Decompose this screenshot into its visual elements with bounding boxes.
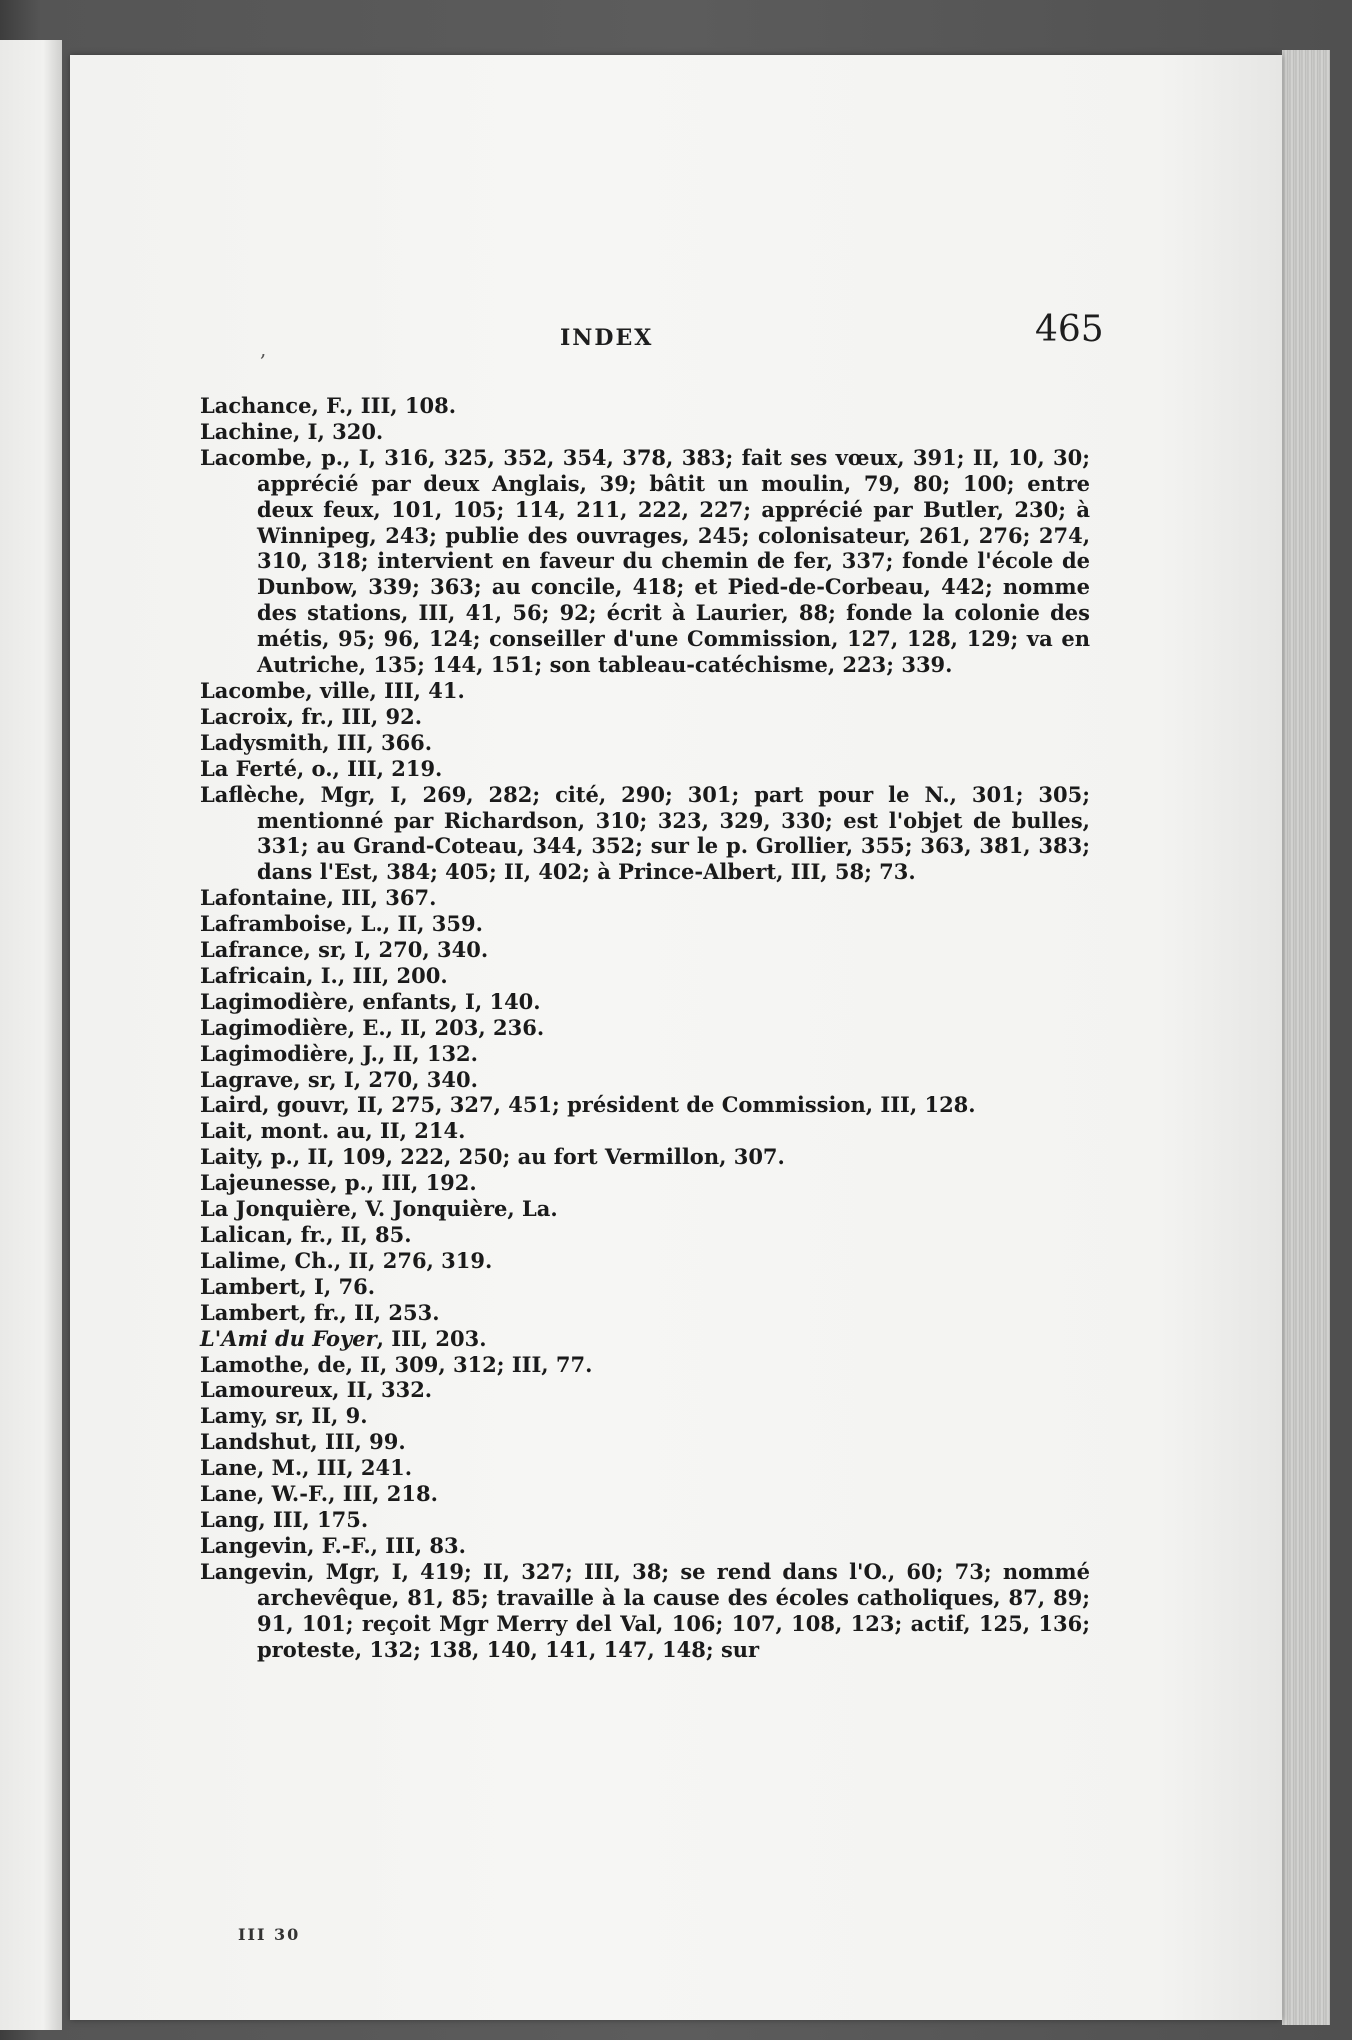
- index-entry: Lambert, fr., II, 253.: [200, 1299, 440, 1325]
- page-stack-edge: [1282, 50, 1330, 2025]
- index-entry: Lamothe, de, II, 309, 312; III, 77.: [200, 1351, 593, 1377]
- index-entry: Lafricain, I., III, 200.: [200, 962, 448, 988]
- index-entry: Lane, W.-F., III, 218.: [200, 1481, 438, 1507]
- running-head: INDEX: [560, 325, 654, 351]
- book-page: [70, 55, 1282, 2020]
- index-entry: Laframboise, L., II, 359.: [200, 911, 483, 937]
- index-entry: Lang, III, 175.: [200, 1506, 369, 1532]
- index-entry: Laflèche, Mgr, I, 269, 282; cité, 290; 301; part pour le N., 301; 305; mentionné par Richardson, 310; 323, 329, 330; est l'objet de bulles, 331; au Grand-Coteau, 344, 352; sur le p. Grollier, 355; 363, 381, 383; dans l'Est, 384; 405; II, 402; à Prince-Albert, III, 58; 73.: [200, 781, 1090, 885]
- index-entry: Langevin, Mgr, I, 419; II, 327; III, 38; se rend dans l'O., 60; 73; nommé archevêque, 81, 85; travaille à la cause des écoles catholiques, 87, 89; 91, 101; reçoit Mgr Merry del Val, 106; 107, 108, 123; actif, 125, 136; proteste, 132; 138, 140, 141, 147, 148; sur: [200, 1558, 1090, 1662]
- index-entry: Laity, p., II, 109, 222, 250; au fort Vermillon, 307.: [200, 1144, 785, 1170]
- index-entry: Langevin, F.-F., III, 83.: [200, 1532, 466, 1558]
- index-entry: Lachine, I, 320.: [200, 418, 384, 444]
- index-entry: Lagimodière, E., II, 203, 236.: [200, 1014, 545, 1040]
- index-entry: Lane, M., III, 241.: [200, 1455, 413, 1481]
- index-entry: Lafontaine, III, 367.: [200, 885, 437, 911]
- index-entry: Lamoureux, II, 332.: [200, 1377, 433, 1403]
- index-entry: Lamy, sr, II, 9.: [200, 1403, 368, 1429]
- index-entry: La Jonquière, V. Jonquière, La.: [200, 1196, 558, 1222]
- index-entry: Ladysmith, III, 366.: [200, 729, 433, 755]
- index-entry: Lachance, F., III, 108.: [200, 393, 457, 418]
- periodical-reference: , III, 203.: [376, 1325, 487, 1351]
- periodical-title: L'Ami du Foyer: [200, 1325, 377, 1351]
- index-entry-italic: [200, 1326, 1090, 1352]
- index-entry: Lacroix, fr., III, 92.: [200, 703, 423, 729]
- page-header: [70, 309, 1282, 373]
- index-entry: Lajeunesse, p., III, 192.: [200, 1170, 477, 1196]
- index-entry: Lacombe, p., I, 316, 325, 352, 354, 378, 383; fait ses vœux, 391; II, 10, 30; apprécié par deux Anglais, 39; bâtit un moulin, 79, 80; 100; entre deux feux, 101, 105; 114, 211, 222, 227; apprécié par Butler, 230; à Winnipeg, 243; publie des ouvrages, 245; colonisateur, 261, 276; 274, 310, 318; intervient en faveur du chemin de fer, 337; fonde l'école de Dunbow, 339; 363; au concile, 418; et Pied-de-Corbeau, 442; nomme des stations, III, 41, 56; 92; écrit à Laurier, 88; fonde la colonie des métis, 95; 96, 124; conseiller d'une Commission, 127, 128, 129; va en Autriche, 135; 144, 151; son tableau-catéchisme, 223; 339.: [200, 444, 1090, 678]
- index-entry: Lafrance, sr, I, 270, 340.: [200, 937, 489, 963]
- index-entry: Lalime, Ch., II, 276, 319.: [200, 1247, 493, 1273]
- page-number: 465: [1035, 309, 1104, 350]
- index-entry: Landshut, III, 99.: [200, 1429, 406, 1455]
- left-page-edge: [0, 40, 62, 2030]
- index-entry: La Ferté, o., III, 219.: [200, 755, 443, 781]
- signature-mark: III 30: [238, 1925, 301, 1944]
- index-entry: Lagrave, sr, I, 270, 340.: [200, 1066, 478, 1092]
- index-entry: Lagimodière, J., II, 132.: [200, 1040, 478, 1066]
- index-entry: Lalican, fr., II, 85.: [200, 1222, 412, 1247]
- index-entry: Lagimodière, enfants, I, 140.: [200, 988, 541, 1014]
- index-entries: [200, 393, 1090, 1662]
- stray-mark: ,: [260, 337, 267, 361]
- index-entry: Lambert, I, 76.: [200, 1273, 376, 1299]
- index-entry: Lacombe, ville, III, 41.: [200, 677, 465, 703]
- index-entry: Lait, mont. au, II, 214.: [200, 1118, 466, 1144]
- index-entry: Laird, gouvr, II, 275, 327, 451; président de Commission, III, 128.: [200, 1092, 976, 1118]
